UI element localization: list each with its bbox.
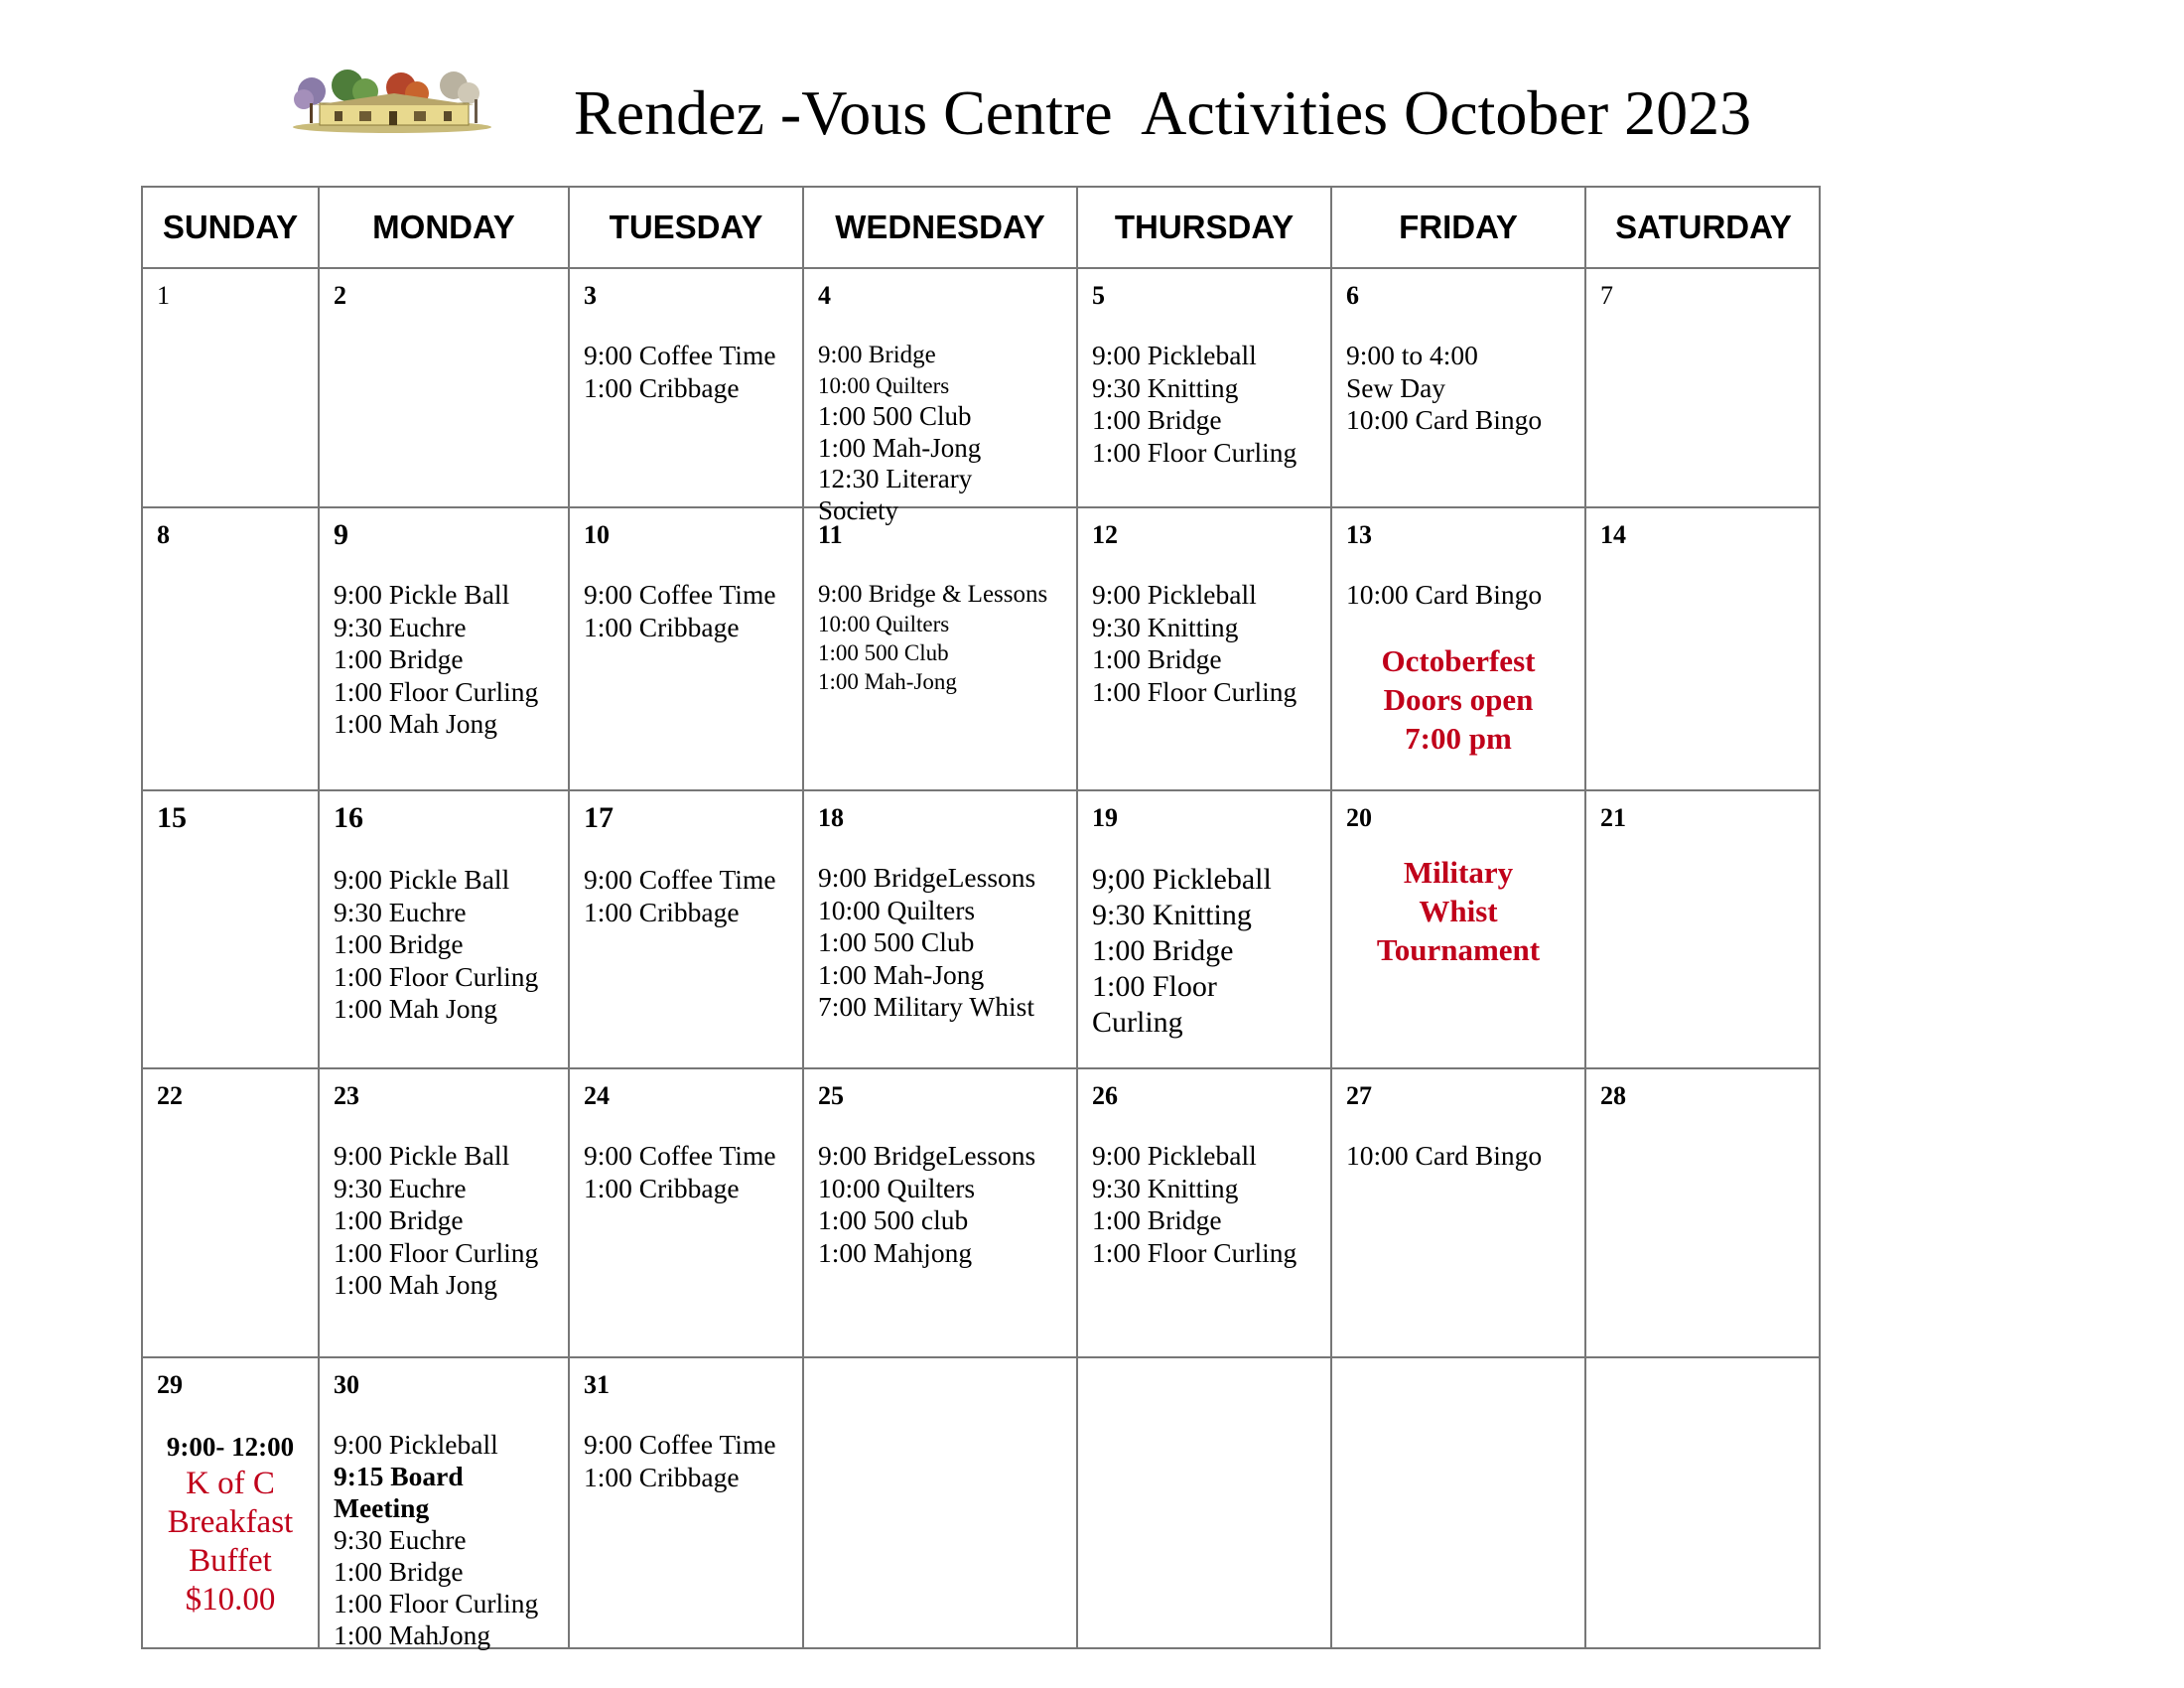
centre-logo [290,70,494,135]
day-number: 18 [818,803,844,832]
day-number: 10 [584,520,610,549]
event-item: 1:00 Mah-Jong [818,958,985,990]
day-number: 29 [157,1370,183,1399]
event-item: 9:00 Coffee Time [584,1140,776,1171]
event-item: 10:00 Quilters [818,612,950,636]
event-list [584,579,798,643]
event-list [818,340,1072,526]
day-cell-24 [570,1069,804,1358]
event-list [334,1429,564,1651]
day-cell-21 [1586,791,1821,1069]
event-list [1346,579,1580,612]
weekday-header-thursday: THURSDAY [1078,188,1332,269]
event-item: 1:00 500 Club [818,926,975,957]
event-item: 1:00 Bridge [1092,1204,1222,1235]
event-item: 1:00 Cribbage [584,371,740,403]
empty-day-cell [1078,1358,1332,1647]
event-item: 1:00 Mah-Jong [818,669,957,694]
weekday-header-monday: MONDAY [320,188,570,269]
special-line: K of C [186,1466,275,1501]
weekday-header-sunday: SUNDAY [143,188,320,269]
empty-day-cell [1586,1358,1821,1647]
event-item: 9:00 Pickle Ball [334,864,510,895]
event-item: 1:00 Cribbage [584,1172,740,1203]
day-number: 21 [1600,803,1626,832]
day-number: 1 [157,281,170,310]
event-item: 1:00 MahJong [334,1619,491,1650]
military-whist-announcement [1332,853,1584,969]
event-item: 9:00 to 4:00 [1346,340,1478,370]
event-item: 9:00 Pickle Ball [334,579,510,610]
day-number: 28 [1600,1081,1626,1110]
event-item: 1:00 500 club [818,1204,969,1235]
event-item: 1:00 Bridge [334,1204,464,1235]
day-number: 27 [1346,1081,1372,1110]
event-list [1346,340,1580,437]
day-number: 25 [818,1081,844,1110]
day-cell-7 [1586,269,1821,508]
event-item: Meeting [334,1492,430,1523]
event-item: 1:00 Mah Jong [334,708,497,739]
weekday-header-wednesday: WEDNESDAY [804,188,1078,269]
event-list [584,864,798,928]
day-number: 11 [818,520,843,549]
day-cell-5 [1078,269,1332,508]
day-number: 9 [334,518,348,551]
page-title: Rendez -Vous Centre Activities October 2023 [574,77,1752,148]
day-cell-29 [143,1358,320,1647]
event-item: 1:00 Mah-Jong [818,432,982,463]
day-number: 30 [334,1370,359,1399]
event-list [584,1140,798,1204]
day-cell-6 [1332,269,1586,508]
event-item: 9:00 BridgeLessons [818,862,1036,893]
event-item: 9:30 Knitting [1092,371,1239,403]
day-cell-27 [1332,1069,1586,1358]
event-item: 9:30 Knitting [1092,1172,1239,1203]
event-item: 9:30 Euchre [334,896,467,927]
event-item: 9:00 Coffee Time [584,864,776,895]
special-line: Buffet [189,1543,272,1579]
day-number: 12 [1092,520,1118,549]
event-item: 1:00 Cribbage [584,611,740,642]
event-item: 1:00 Mah Jong [334,993,497,1024]
event-item: 9:00 Coffee Time [584,340,776,370]
event-list [1092,862,1326,1041]
event-list [334,864,564,1026]
day-number: 26 [1092,1081,1118,1110]
event-item: 1:00 Bridge [334,1556,464,1587]
event-list [334,1140,564,1302]
event-list [818,862,1072,1024]
event-item: 1:00 Floor Curling [334,675,539,707]
day-cell-13 [1332,508,1586,791]
event-item: 1:00 Mah Jong [334,1269,497,1300]
special-line: Whist [1419,894,1498,928]
day-cell-1 [143,269,320,508]
weekday-header-tuesday: TUESDAY [570,188,804,269]
day-number: 31 [584,1370,610,1399]
event-item: 9:00 Pickleball [1092,1140,1257,1171]
event-item: 1:00 Floor Curling [1092,1236,1297,1268]
day-number: 2 [334,281,346,310]
day-number: 15 [157,801,187,834]
day-number: 13 [1346,520,1372,549]
event-list [818,579,1072,696]
day-cell-26 [1078,1069,1332,1358]
event-item: 1:00 Mahjong [818,1236,973,1268]
event-item: 1:00 Bridge [1092,404,1222,435]
day-number: 3 [584,281,597,310]
event-item: 1:00 Floor Curling [334,1236,539,1268]
calendar-grid [141,186,1821,1649]
event-item: 1:00 Cribbage [584,1461,740,1492]
event-item: 9:00 BridgeLessons [818,1140,1036,1171]
event-item: 7:00 Military Whist [818,991,1034,1022]
event-list [1092,579,1326,708]
event-item: Society [818,494,898,525]
event-item: 9:00 Coffee Time [584,579,776,610]
event-list [1092,1140,1326,1269]
event-list [334,579,564,741]
empty-day-cell [1332,1358,1586,1647]
day-cell-9 [320,508,570,791]
event-item: 9:30 Euchre [334,1524,467,1555]
day-cell-28 [1586,1069,1821,1358]
event-item: 9:30 Euchre [334,1172,467,1203]
event-item: 1:00 500 Club [818,640,949,665]
day-number: 19 [1092,803,1118,832]
event-item: 9:30 Knitting [1092,611,1239,642]
day-number: 8 [157,520,170,549]
day-cell-12 [1078,508,1332,791]
day-number: 4 [818,281,831,310]
day-cell-15 [143,791,320,1069]
day-cell-25 [804,1069,1078,1358]
event-item: 10:00 Quilters [818,373,950,398]
event-item: 1:00 Bridge [1092,643,1222,674]
event-item: 1:00 Floor Curling [1092,675,1297,707]
event-item: 9:00 Pickleball [1092,579,1257,610]
day-cell-11 [804,508,1078,791]
event-item: 9:00 Pickleball [334,1429,498,1460]
day-cell-23 [320,1069,570,1358]
day-cell-18 [804,791,1078,1069]
special-line: $10.00 [185,1582,276,1618]
day-number: 23 [334,1081,359,1110]
day-number: 14 [1600,520,1626,549]
event-item: Sew Day [1346,371,1446,403]
day-number: 20 [1346,803,1372,832]
event-item: Curling [1092,1006,1183,1039]
event-item: 9:00 Coffee Time [584,1429,776,1460]
event-item: 9:30 Euchre [334,611,467,642]
event-item: 1:00 Bridge [334,928,464,959]
day-number: 24 [584,1081,610,1110]
day-cell-19 [1078,791,1332,1069]
breakfast-time: 9:00- 12:00 [166,1432,295,1462]
day-cell-14 [1586,508,1821,791]
special-line: Military [1403,855,1514,890]
event-item: 10:00 Card Bingo [1346,579,1543,610]
event-item: 1:00 Bridge [1092,934,1234,967]
day-cell-8 [143,508,320,791]
event-item: 10:00 Card Bingo [1346,404,1543,435]
special-line: Doors open [1383,682,1534,717]
event-item: 10:00 Card Bingo [1346,1140,1543,1171]
day-number: 17 [584,801,614,834]
event-item: 9;00 Pickleball [1092,863,1272,896]
special-line: Tournament [1376,932,1541,967]
special-line: Breakfast [167,1504,294,1540]
weekday-header-saturday: SATURDAY [1586,188,1821,269]
event-item: 12:30 Literary [818,464,973,493]
special-line: 7:00 pm [1405,721,1512,756]
event-item: 1:00 Floor Curling [334,960,539,992]
day-cell-31 [570,1358,804,1647]
event-item: 1:00 Bridge [334,643,464,674]
event-item: 9:00 Bridge [818,342,936,368]
day-number: 22 [157,1081,183,1110]
event-item: 1:00 500 Club [818,401,972,431]
day-cell-30 [320,1358,570,1650]
day-cell-2 [320,269,570,508]
weekday-header-friday: FRIDAY [1332,188,1586,269]
event-item: 9:00 Bridge & Lessons [818,581,1048,608]
event-item: 10:00 Quilters [818,894,976,925]
event-item: 9:00 Pickle Ball [334,1140,510,1171]
day-cell-17 [570,791,804,1069]
day-cell-3 [570,269,804,508]
day-cell-4 [804,269,1078,525]
event-item: 1:00 Floor Curling [334,1588,539,1618]
day-number: 16 [334,801,363,834]
event-item: 10:00 Quilters [818,1172,976,1203]
empty-day-cell [804,1358,1078,1647]
day-number: 7 [1600,281,1613,310]
day-cell-10 [570,508,804,791]
event-item: 9:30 Knitting [1092,899,1252,931]
day-number: 5 [1092,281,1105,310]
event-list [1092,340,1326,469]
event-list [1346,1140,1580,1173]
day-cell-16 [320,791,570,1069]
day-cell-20 [1332,791,1586,1069]
day-number: 6 [1346,281,1359,310]
breakfast-buffet-announcement [143,1465,318,1619]
event-item: 1:00 Floor Curling [1092,436,1297,468]
event-item: 9:00 Pickleball [1092,340,1257,370]
octoberfest-announcement [1332,641,1584,758]
event-item: 1:00 Cribbage [584,896,740,927]
event-list [818,1140,1072,1269]
event-item: 9:15 Board [334,1461,464,1491]
event-list [584,1429,798,1493]
day-cell-22 [143,1069,320,1358]
house-with-trees-logo-icon [290,70,494,135]
special-line: Octoberfest [1381,643,1536,678]
event-item: 1:00 Floor [1092,970,1217,1003]
event-list [584,340,798,404]
